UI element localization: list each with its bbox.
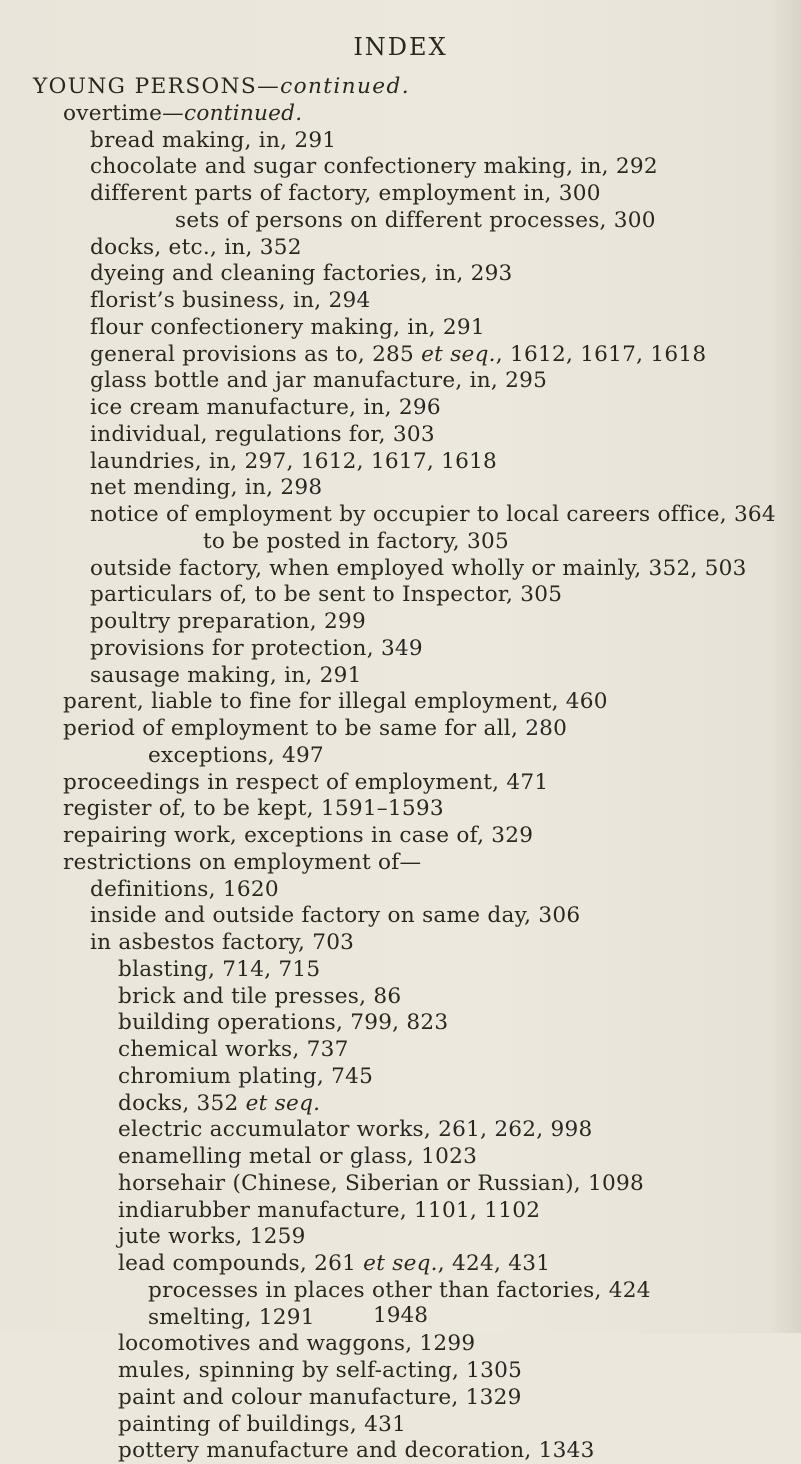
index-entry bbox=[63, 101, 302, 127]
entry-text: ice cream manufacture, in, 296 bbox=[90, 395, 441, 420]
index-entry bbox=[63, 796, 444, 822]
index-entry bbox=[63, 850, 421, 876]
index-entry bbox=[118, 1144, 477, 1170]
entry-text: docks, etc., in, 352 bbox=[90, 234, 302, 260]
index-entry bbox=[148, 1278, 651, 1304]
entry-text: register of, to be kept, 1591–1593 bbox=[63, 796, 444, 822]
index-entry bbox=[90, 449, 497, 475]
entry-text: paint and colour manufacture, 1329 bbox=[118, 1384, 522, 1410]
index-entry bbox=[90, 315, 485, 341]
index-entry bbox=[118, 1438, 595, 1464]
index-entry bbox=[118, 1064, 373, 1090]
index-entry bbox=[90, 342, 706, 368]
entry-text: in asbestos factory, 703 bbox=[90, 930, 355, 955]
index-entry bbox=[175, 208, 656, 234]
entry-text: YOUNG PERSONS— bbox=[33, 74, 281, 99]
entry-text: painting of buildings, 431 bbox=[118, 1411, 407, 1437]
index-entry bbox=[203, 529, 509, 555]
index-entry bbox=[118, 1010, 448, 1036]
entry-text: sausage making, in, 291 bbox=[90, 662, 362, 688]
entry-text: parent, liable to fine for illegal employment, 460 bbox=[63, 689, 608, 715]
index-entry bbox=[148, 743, 324, 769]
index-entry bbox=[90, 422, 435, 448]
entry-text: docks, 352 bbox=[118, 1090, 246, 1116]
entry-text: lead compounds, 261 bbox=[118, 1251, 364, 1276]
entry-text: chromium plating, 745 bbox=[118, 1063, 374, 1089]
index-entry bbox=[118, 1358, 522, 1384]
index-entry bbox=[90, 663, 362, 689]
entry-text: brick and tile presses, 86 bbox=[118, 983, 402, 1009]
index-entry bbox=[90, 288, 371, 314]
entry-text: smelting, 1291 bbox=[148, 1304, 315, 1330]
index-entry bbox=[90, 930, 354, 956]
index-entry bbox=[90, 556, 747, 582]
entry-text-after: , 1612, 1617, 1618 bbox=[495, 341, 707, 367]
entry-text: different parts of factory, employment in, 300 bbox=[90, 181, 601, 206]
index-entry bbox=[90, 877, 279, 903]
entry-text: enamelling metal or glass, 1023 bbox=[118, 1144, 478, 1169]
entry-text: building operations, 799, 823 bbox=[118, 1010, 449, 1036]
index-entry bbox=[63, 689, 608, 715]
index-entry bbox=[90, 609, 366, 635]
entry-text: flour confectionery making, in, 291 bbox=[90, 314, 485, 340]
index-entry bbox=[118, 1198, 540, 1224]
entry-text: repairing work, exceptions in case of, 329 bbox=[63, 823, 534, 848]
index-entry bbox=[118, 984, 401, 1010]
entry-text: overtime— bbox=[63, 100, 184, 126]
entry-text: pottery manufacture and decoration, 1343 bbox=[118, 1438, 595, 1464]
entry-text: proceedings in respect of employment, 471 bbox=[63, 769, 549, 795]
index-entry bbox=[90, 903, 580, 929]
entry-text: chocolate and sugar confectionery making, in, 292 bbox=[90, 154, 658, 180]
index-entry bbox=[90, 636, 423, 662]
entry-text: blasting, 714, 715 bbox=[118, 956, 321, 982]
entry-text: jute works, 1259 bbox=[118, 1224, 306, 1250]
index-entry bbox=[90, 235, 302, 261]
index-entry bbox=[90, 582, 562, 608]
entry-text: glass bottle and jar manufacture, in, 295 bbox=[90, 368, 548, 394]
index-entry bbox=[90, 154, 658, 180]
entry-text: florist’s business, in, 294 bbox=[90, 288, 371, 313]
index-entry bbox=[63, 770, 548, 796]
entry-text: electric accumulator works, 261, 262, 998 bbox=[118, 1117, 593, 1143]
index-entry bbox=[118, 1117, 592, 1143]
entry-text: indiarubber manufacture, 1101, 1102 bbox=[118, 1197, 541, 1223]
entry-italic-text: continued. bbox=[183, 100, 303, 126]
index-entry bbox=[118, 1331, 475, 1357]
entry-text: dyeing and cleaning factories, in, 293 bbox=[90, 261, 513, 287]
page-number: 1948 bbox=[373, 1303, 428, 1328]
entry-text: individual, regulations for, 303 bbox=[90, 421, 435, 447]
index-entry bbox=[63, 716, 567, 742]
index-entry bbox=[90, 502, 776, 528]
entry-text: provisions for protection, 349 bbox=[90, 635, 423, 661]
entry-text: laundries, in, 297, 1612, 1617, 1618 bbox=[90, 448, 498, 474]
index-entry bbox=[90, 261, 513, 287]
entry-text: restrictions on employment of— bbox=[63, 849, 422, 875]
entry-text: to be posted in factory, 305 bbox=[203, 528, 509, 554]
entry-text: net mending, in, 298 bbox=[90, 475, 323, 501]
entry-italic-text: et seq. bbox=[363, 1251, 438, 1276]
index-entry bbox=[118, 1412, 406, 1438]
entry-italic-text: continued. bbox=[280, 74, 410, 99]
index-entry bbox=[118, 1224, 306, 1250]
index-entry bbox=[118, 957, 320, 983]
index-entry bbox=[90, 368, 547, 394]
entry-text: notice of employment by occupier to local careers office, 364 bbox=[90, 502, 776, 527]
entry-italic-text: et seq. bbox=[245, 1090, 321, 1116]
entry-text: period of employment to be same for all, 280 bbox=[63, 716, 568, 741]
entry-italic-text: et seq. bbox=[421, 341, 496, 367]
index-entry bbox=[118, 1385, 522, 1411]
entry-text: particulars of, to be sent to Inspector, 305 bbox=[90, 582, 563, 608]
entry-text: outside factory, when employed wholly or mainly, 352, 503 bbox=[90, 555, 747, 581]
entry-text: chemical works, 737 bbox=[118, 1037, 349, 1062]
entry-text: mules, spinning by self-acting, 1305 bbox=[118, 1358, 523, 1383]
index-entry bbox=[90, 128, 336, 154]
index-entry bbox=[118, 1037, 349, 1063]
entry-text: horsehair (Chinese, Siberian or Russian), 1098 bbox=[118, 1170, 644, 1196]
entry-text: locomotives and waggons, 1299 bbox=[118, 1331, 476, 1357]
entry-text: general provisions as to, 285 bbox=[90, 341, 422, 367]
entry-text: poultry preparation, 299 bbox=[90, 609, 366, 634]
page-title: INDEX bbox=[353, 33, 448, 61]
index-entry bbox=[118, 1171, 644, 1197]
entry-text: bread making, in, 291 bbox=[90, 127, 337, 153]
index-entry bbox=[90, 395, 441, 421]
index-entry bbox=[90, 181, 601, 207]
index-entry bbox=[63, 823, 533, 849]
entry-text: processes in places other than factories, 424 bbox=[148, 1277, 651, 1303]
index-entry bbox=[90, 475, 322, 501]
entry-text: sets of persons on different processes, 300 bbox=[175, 207, 656, 233]
entry-text: inside and outside factory on same day, 306 bbox=[90, 903, 581, 929]
entry-text: exceptions, 497 bbox=[148, 742, 324, 768]
index-heading bbox=[33, 74, 410, 100]
entry-text-after: , 424, 431 bbox=[437, 1251, 551, 1276]
index-entry bbox=[118, 1251, 550, 1277]
entry-text: definitions, 1620 bbox=[90, 876, 279, 902]
index-entry bbox=[118, 1091, 320, 1117]
